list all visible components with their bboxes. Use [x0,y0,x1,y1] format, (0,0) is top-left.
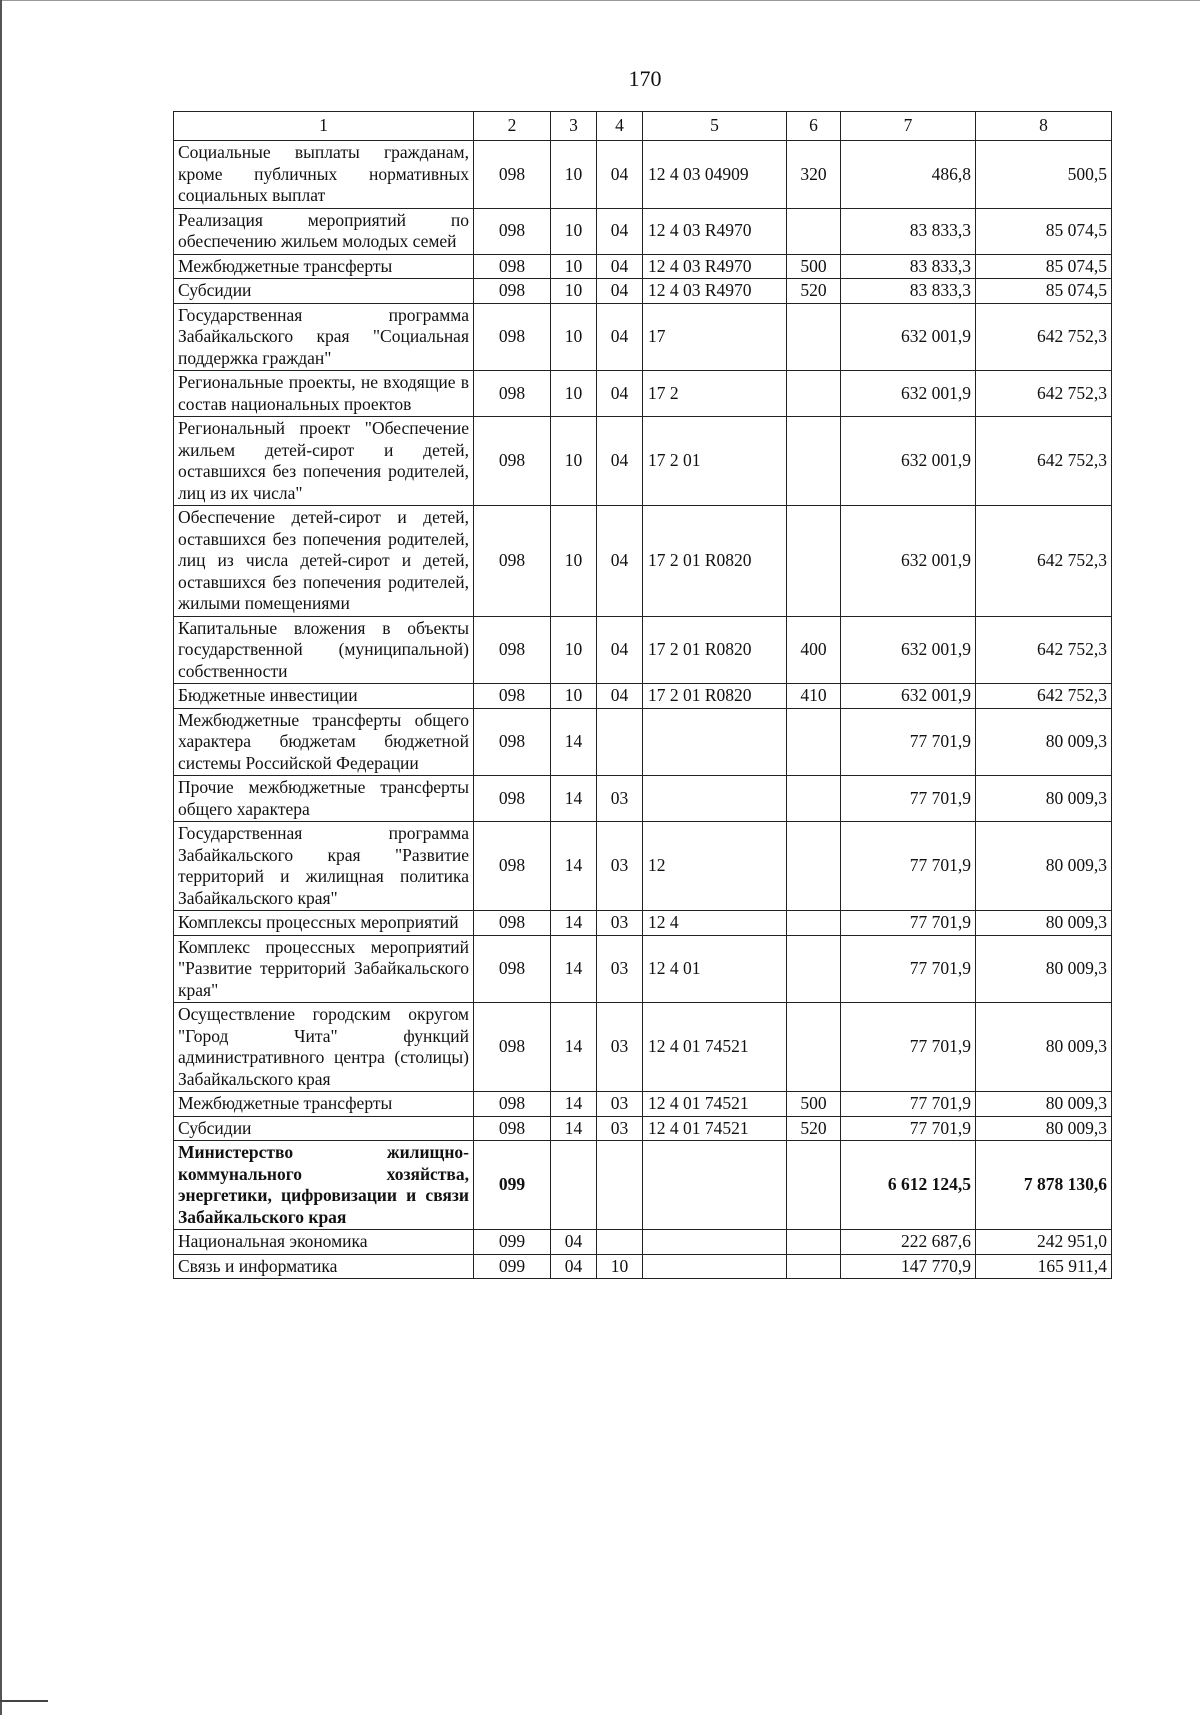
amount-column-8: 642 752,3 [976,303,1112,371]
expense-type-code [787,935,841,1003]
target-article-code [643,1230,787,1255]
section-code: 10 [551,417,597,506]
target-article-code: 12 4 03 R4970 [643,208,787,254]
row-name: Прочие межбюджетные трансферты общего характера [174,776,474,822]
expense-type-code [787,1230,841,1255]
amount-column-7: 83 833,3 [841,208,976,254]
amount-column-8: 642 752,3 [976,684,1112,709]
table-row [174,417,1112,506]
table-row [174,254,1112,279]
section-code: 10 [551,506,597,617]
section-code: 14 [551,911,597,936]
target-article-code [643,776,787,822]
subsection-code: 04 [597,303,643,371]
row-name: Осуществление городским округом "Город Чита" функций административного центра (столицы) Забайкальского края [174,1003,474,1092]
expense-type-code [787,417,841,506]
amount-column-7: 632 001,9 [841,417,976,506]
page-number: 170 [628,66,662,91]
subsection-code: 04 [597,417,643,506]
section-code: 14 [551,708,597,776]
expense-type-code [787,776,841,822]
ministry-code: 098 [474,684,551,709]
amount-column-7: 77 701,9 [841,911,976,936]
ministry-code: 098 [474,616,551,684]
section-code: 10 [551,684,597,709]
table-row [174,684,1112,709]
section-code: 04 [551,1254,597,1279]
amount-column-7: 632 001,9 [841,506,976,617]
table-body [174,141,1112,1279]
expense-type-code [787,208,841,254]
target-article-code: 12 4 03 R4970 [643,254,787,279]
table-row [174,935,1112,1003]
table-row [174,208,1112,254]
target-article-code: 12 4 [643,911,787,936]
ministry-code: 099 [474,1230,551,1255]
row-name: Бюджетные инвестиции [174,684,474,709]
target-article-code: 17 2 01 [643,417,787,506]
amount-column-7: 77 701,9 [841,1116,976,1141]
subsection-code [597,1230,643,1255]
target-article-code: 17 2 [643,371,787,417]
subsection-code: 03 [597,1003,643,1092]
row-name: Комплекс процессных мероприятий "Развитие территорий Забайкальского края" [174,935,474,1003]
row-name: Межбюджетные трансферты [174,1092,474,1117]
expense-type-code: 500 [787,254,841,279]
target-article-code: 12 4 01 [643,935,787,1003]
subsection-code: 04 [597,371,643,417]
expense-type-code [787,1254,841,1279]
table-row [174,1254,1112,1279]
amount-column-8: 500,5 [976,141,1112,209]
table-row [174,279,1112,304]
ministry-code: 098 [474,708,551,776]
amount-column-8: 80 009,3 [976,935,1112,1003]
table-row [174,616,1112,684]
row-name: Национальная экономика [174,1230,474,1255]
section-code: 14 [551,935,597,1003]
expense-type-code [787,911,841,936]
row-name: Обеспечение детей-сирот и детей, оставшихся без попечения родителей, лиц из числа детей-сирот и детей, оставшихся без попечения родителей, жилыми помещениями [174,506,474,617]
scan-edge-top [0,0,1200,1]
amount-column-8: 80 009,3 [976,822,1112,911]
header-cell: 7 [841,112,976,141]
amount-column-7: 77 701,9 [841,822,976,911]
amount-column-8: 80 009,3 [976,776,1112,822]
subsection-code: 03 [597,822,643,911]
expense-type-code: 520 [787,279,841,304]
ministry-code: 098 [474,208,551,254]
header-row [174,112,1112,141]
amount-column-7: 632 001,9 [841,616,976,684]
row-name: Министерство жилищно-коммунального хозяйства, энергетики, цифровизации и связи Забайкальского края [174,1141,474,1230]
scan-mark [0,1700,48,1702]
subsection-code: 10 [597,1254,643,1279]
row-name: Субсидии [174,279,474,304]
amount-column-8: 80 009,3 [976,911,1112,936]
amount-column-8: 642 752,3 [976,616,1112,684]
header-cell: 3 [551,112,597,141]
table-row [174,1116,1112,1141]
amount-column-8: 7 878 130,6 [976,1141,1112,1230]
subsection-code: 04 [597,506,643,617]
table-row [174,1141,1112,1230]
subsection-code: 04 [597,208,643,254]
amount-column-7: 77 701,9 [841,1003,976,1092]
header-cell: 1 [174,112,474,141]
amount-column-7: 222 687,6 [841,1230,976,1255]
amount-column-7: 632 001,9 [841,684,976,709]
row-name: Социальные выплаты гражданам, кроме публичных нормативных социальных выплат [174,141,474,209]
subsection-code: 04 [597,279,643,304]
expense-type-code [787,506,841,617]
amount-column-8: 642 752,3 [976,417,1112,506]
amount-column-7: 632 001,9 [841,303,976,371]
row-name: Государственная программа Забайкальского края "Развитие территорий и жилищная политика Забайкальского края" [174,822,474,911]
amount-column-8: 165 911,4 [976,1254,1112,1279]
section-code: 10 [551,371,597,417]
table-row [174,1003,1112,1092]
target-article-code: 12 4 03 R4970 [643,279,787,304]
subsection-code: 04 [597,616,643,684]
row-name: Государственная программа Забайкальского края "Социальная поддержка граждан" [174,303,474,371]
expense-type-code [787,1141,841,1230]
expense-type-code: 500 [787,1092,841,1117]
amount-column-8: 642 752,3 [976,371,1112,417]
table-row [174,303,1112,371]
ministry-code: 099 [474,1141,551,1230]
amount-column-8: 80 009,3 [976,1003,1112,1092]
ministry-code: 098 [474,371,551,417]
ministry-code: 098 [474,822,551,911]
row-name: Комплексы процессных мероприятий [174,911,474,936]
table-row [174,1092,1112,1117]
section-code: 10 [551,616,597,684]
expense-type-code [787,822,841,911]
amount-column-8: 242 951,0 [976,1230,1112,1255]
section-code: 10 [551,303,597,371]
header-cell: 8 [976,112,1112,141]
subsection-code: 03 [597,911,643,936]
row-name: Межбюджетные трансферты общего характера бюджетам бюджетной системы Российской Федерации [174,708,474,776]
scan-edge-left [0,0,2,1715]
target-article-code: 12 4 01 74521 [643,1003,787,1092]
section-code: 14 [551,776,597,822]
target-article-code: 12 4 03 04909 [643,141,787,209]
amount-column-8: 85 074,5 [976,279,1112,304]
ministry-code: 098 [474,254,551,279]
ministry-code: 098 [474,776,551,822]
ministry-code: 098 [474,279,551,304]
expense-type-code: 400 [787,616,841,684]
subsection-code: 04 [597,141,643,209]
section-code: 04 [551,1230,597,1255]
ministry-code: 098 [474,506,551,617]
amount-column-8: 85 074,5 [976,208,1112,254]
target-article-code [643,708,787,776]
header-cell: 2 [474,112,551,141]
section-code: 14 [551,1092,597,1117]
ministry-code: 098 [474,1116,551,1141]
row-name: Реализация мероприятий по обеспечению жильем молодых семей [174,208,474,254]
header-cell: 5 [643,112,787,141]
section-code: 10 [551,254,597,279]
amount-column-7: 486,8 [841,141,976,209]
amount-column-7: 6 612 124,5 [841,1141,976,1230]
table-row [174,776,1112,822]
expense-type-code [787,371,841,417]
subsection-code: 04 [597,254,643,279]
expense-type-code [787,303,841,371]
amount-column-8: 80 009,3 [976,1092,1112,1117]
subsection-code: 03 [597,1092,643,1117]
ministry-code: 098 [474,1092,551,1117]
table-row [174,1230,1112,1255]
row-name: Межбюджетные трансферты [174,254,474,279]
header-cell: 4 [597,112,643,141]
subsection-code [597,1141,643,1230]
expense-type-code: 410 [787,684,841,709]
amount-column-8: 80 009,3 [976,1116,1112,1141]
amount-column-7: 147 770,9 [841,1254,976,1279]
target-article-code: 12 4 01 74521 [643,1092,787,1117]
section-code [551,1141,597,1230]
target-article-code [643,1254,787,1279]
expense-type-code [787,1003,841,1092]
ministry-code: 098 [474,935,551,1003]
table-row [174,911,1112,936]
amount-column-8: 80 009,3 [976,708,1112,776]
target-article-code: 12 [643,822,787,911]
target-article-code [643,1141,787,1230]
amount-column-7: 83 833,3 [841,254,976,279]
amount-column-7: 77 701,9 [841,1092,976,1117]
ministry-code: 098 [474,911,551,936]
section-code: 14 [551,822,597,911]
amount-column-7: 83 833,3 [841,279,976,304]
subsection-code: 03 [597,776,643,822]
header-cell: 6 [787,112,841,141]
section-code: 10 [551,141,597,209]
target-article-code: 17 2 01 R0820 [643,684,787,709]
section-code: 14 [551,1116,597,1141]
ministry-code: 098 [474,417,551,506]
ministry-code: 098 [474,141,551,209]
budget-table [173,111,1112,1279]
table-row [174,708,1112,776]
row-name: Связь и информатика [174,1254,474,1279]
amount-column-8: 642 752,3 [976,506,1112,617]
table-row [174,141,1112,209]
row-name: Региональный проект "Обеспечение жильем детей-сирот и детей, оставшихся без попечения родителей, лиц из их числа" [174,417,474,506]
row-name: Капитальные вложения в объекты государственной (муниципальной) собственности [174,616,474,684]
section-code: 10 [551,208,597,254]
amount-column-7: 77 701,9 [841,776,976,822]
row-name: Субсидии [174,1116,474,1141]
section-code: 14 [551,1003,597,1092]
amount-column-8: 85 074,5 [976,254,1112,279]
target-article-code: 17 2 01 R0820 [643,506,787,617]
amount-column-7: 632 001,9 [841,371,976,417]
expense-type-code: 320 [787,141,841,209]
expense-type-code: 520 [787,1116,841,1141]
amount-column-7: 77 701,9 [841,708,976,776]
subsection-code: 03 [597,1116,643,1141]
ministry-code: 099 [474,1254,551,1279]
subsection-code [597,708,643,776]
section-code: 10 [551,279,597,304]
expense-type-code [787,708,841,776]
row-name: Региональные проекты, не входящие в состав национальных проектов [174,371,474,417]
table-row [174,371,1112,417]
target-article-code: 17 2 01 R0820 [643,616,787,684]
table-row [174,506,1112,617]
table-row [174,822,1112,911]
ministry-code: 098 [474,1003,551,1092]
subsection-code: 04 [597,684,643,709]
target-article-code: 17 [643,303,787,371]
amount-column-7: 77 701,9 [841,935,976,1003]
ministry-code: 098 [474,303,551,371]
target-article-code: 12 4 01 74521 [643,1116,787,1141]
subsection-code: 03 [597,935,643,1003]
